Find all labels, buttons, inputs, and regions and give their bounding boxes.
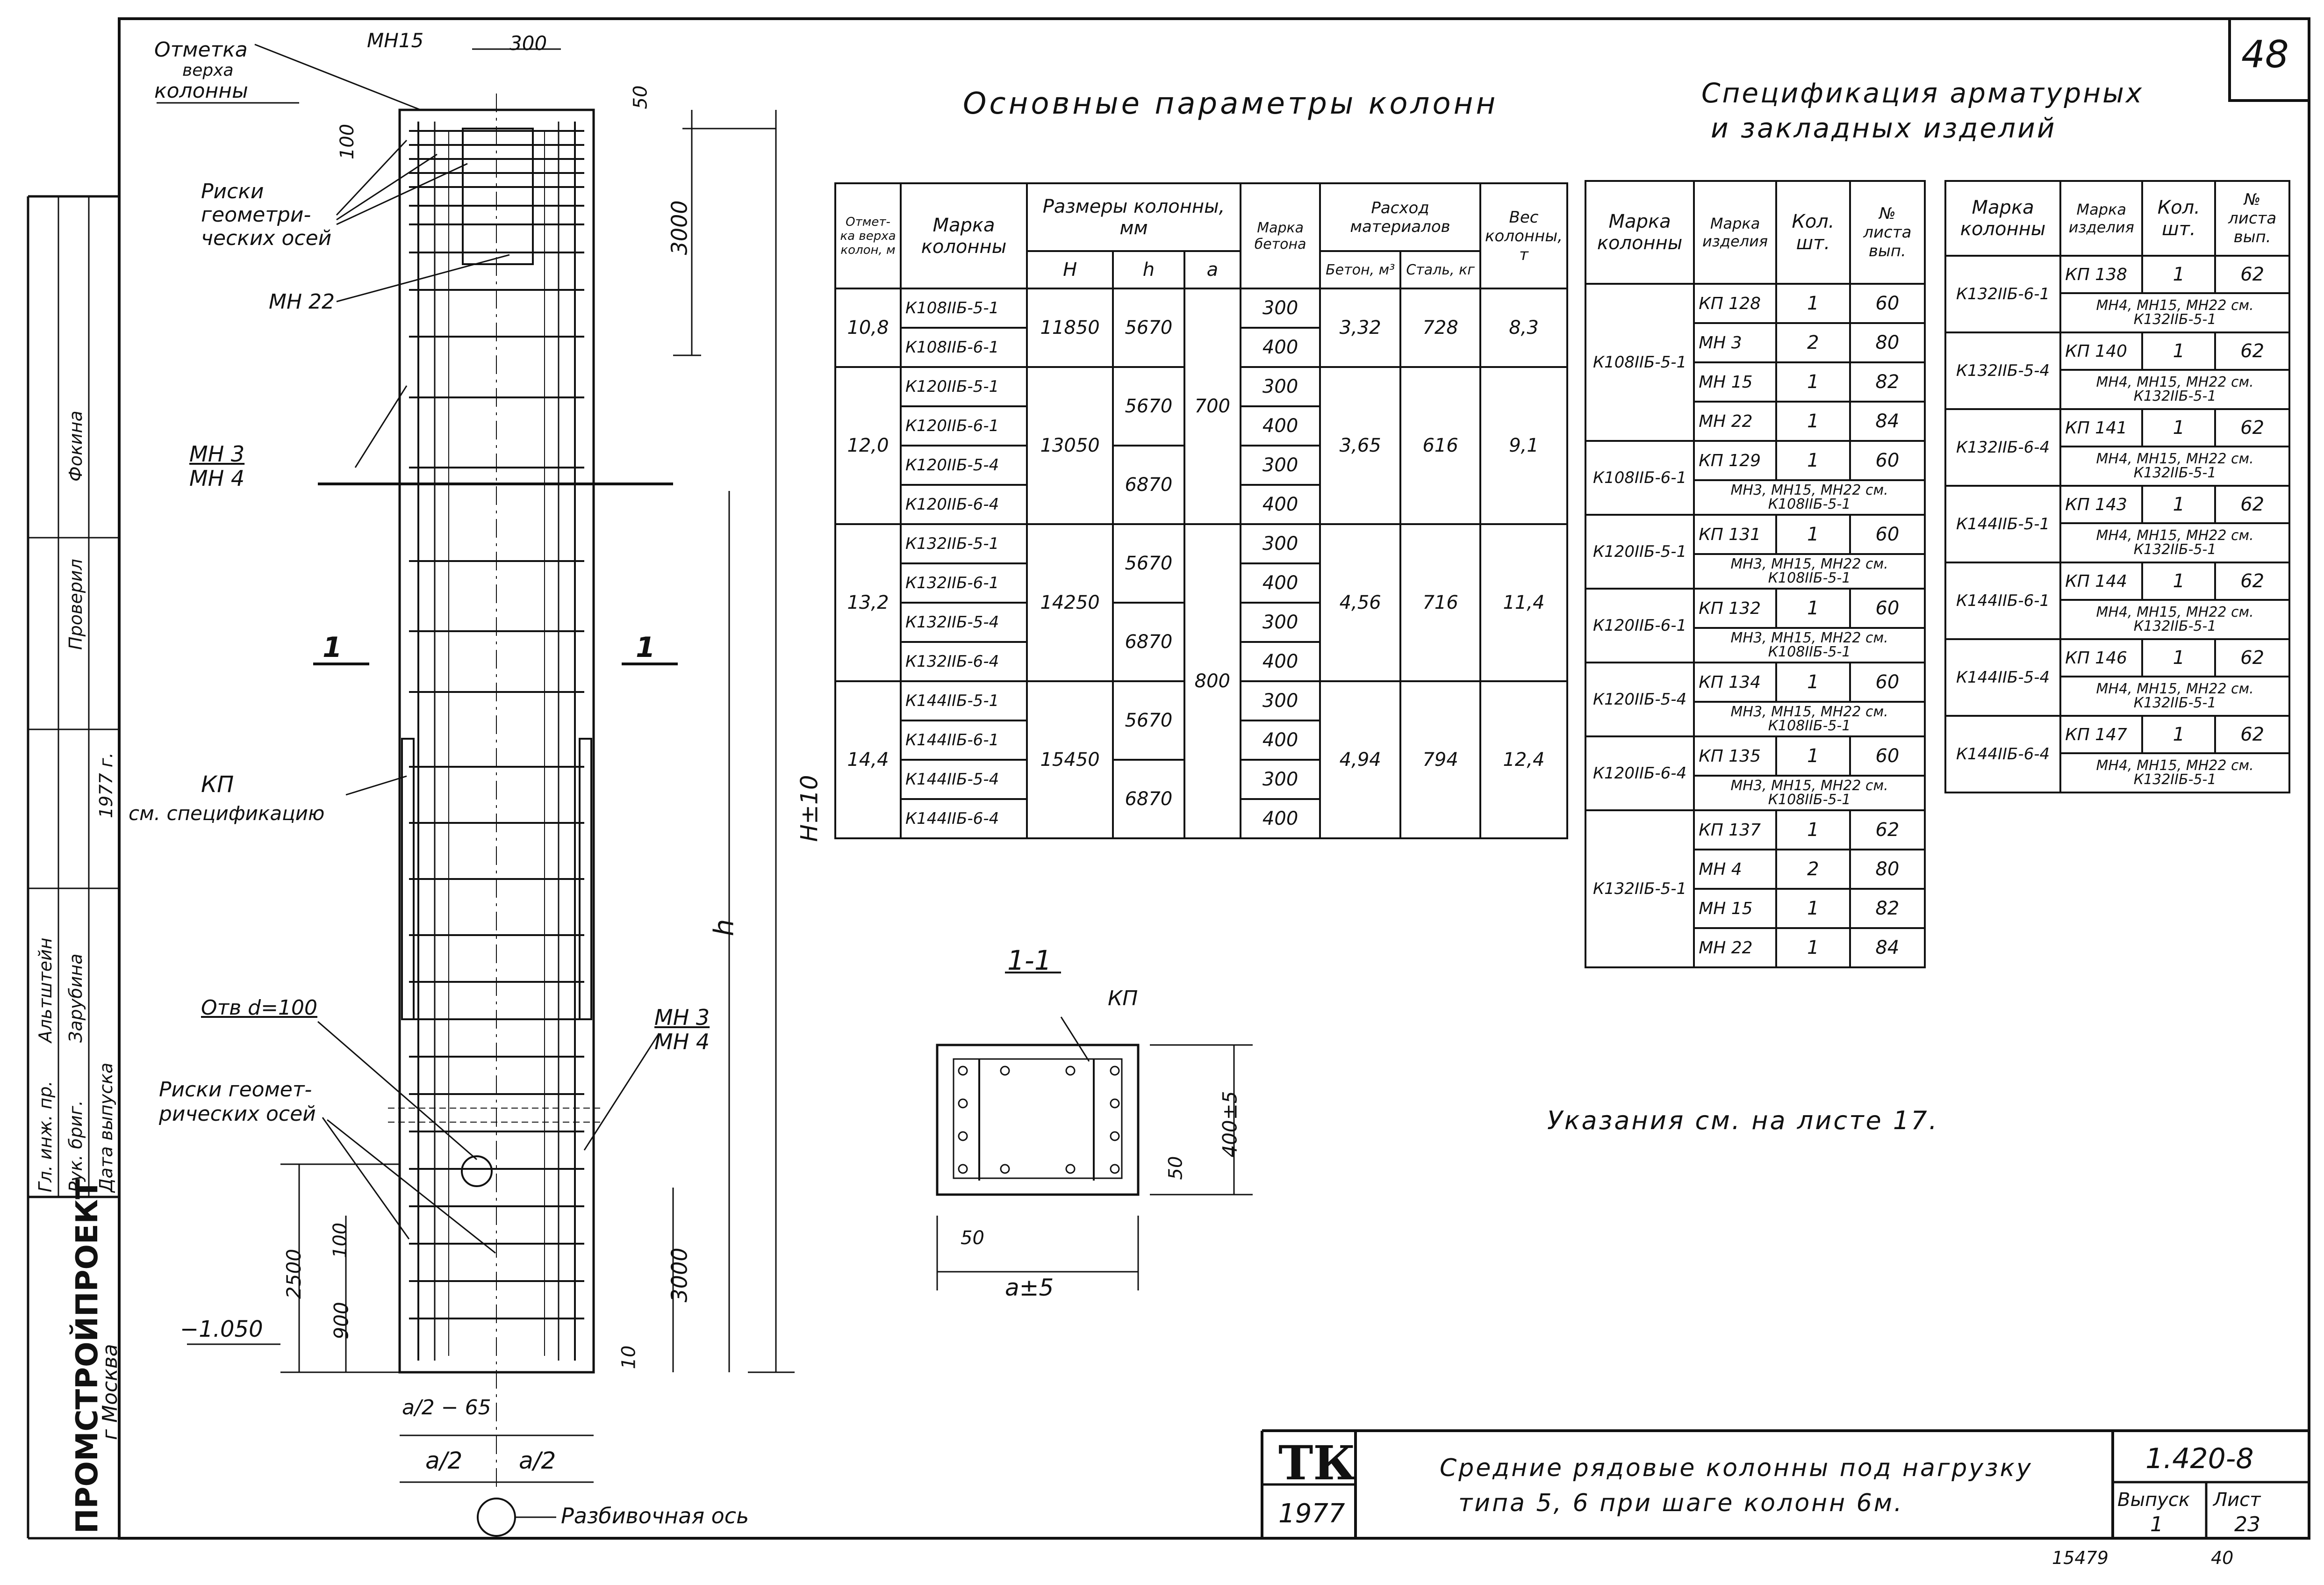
cell-marka: К120IIБ-6-1	[901, 406, 1027, 446]
cell-beton-mark: 300	[1241, 367, 1320, 406]
cell-note: МН3, МН15, МН22 см. К108IIБ-5-1	[1694, 480, 1925, 515]
footer-number-left: 15479	[2052, 1548, 2109, 1568]
cell-marka: К144IIБ-6-4	[901, 799, 1027, 838]
cell-ves: 8,3	[1480, 288, 1567, 367]
cell-list: 80	[1850, 850, 1925, 889]
cell-list: 62	[1850, 810, 1925, 850]
column-elevation	[318, 94, 673, 1536]
params-header-otmetka: Отмет-ка верха колон, м	[835, 183, 901, 288]
spec1-row	[1585, 515, 1925, 554]
cell-list: 84	[1850, 928, 1925, 967]
cell-list: 60	[1850, 736, 1925, 776]
title-year: 1977	[1278, 1499, 1345, 1529]
spec2-header-marka-kol: Марка колонны	[1945, 181, 2060, 256]
cell-kol: 1	[2142, 562, 2215, 600]
label-riski-bottom: Риски геомет- рических осей	[159, 1078, 316, 1126]
cell-note: МН4, МН15, МН22 см. К132IIБ-5-1	[2060, 370, 2289, 409]
spec2-header-marka-izd: Марка изделия	[2060, 181, 2142, 256]
cell-kol: 1	[2142, 409, 2215, 447]
cell-beton-mark: 300	[1241, 446, 1320, 485]
cell-marka: К120IIБ-5-4	[901, 446, 1027, 485]
cell-note: МН3, МН15, МН22 см. К108IIБ-5-1	[1694, 776, 1925, 810]
dimension-lines	[157, 44, 795, 1517]
cell-marka-kol: К108IIБ-5-1	[1585, 284, 1694, 441]
cell-marka-izd: КП 129	[1694, 441, 1776, 480]
cell-otmetka: 13,2	[835, 524, 901, 681]
label-otv: Отв d=100	[201, 996, 317, 1020]
cell-beton-mark: 300	[1241, 603, 1320, 642]
cell-marka-izd: МН 22	[1694, 928, 1776, 967]
cell-beton-mark: 400	[1241, 563, 1320, 603]
cell-a: 800	[1184, 524, 1241, 838]
spec2-row	[1945, 332, 2289, 370]
params-title: Основные параметры колонн	[963, 86, 1499, 121]
label-kp-see: см. спецификацию	[129, 802, 325, 825]
cell-marka-izd: КП 132	[1694, 589, 1776, 628]
spec2-row	[1945, 256, 2289, 293]
cell-kol: 1	[2142, 486, 2215, 523]
title-list-label: Лист	[2213, 1489, 2261, 1511]
stamp-row-6: 1977 г.	[96, 752, 116, 818]
cell-beton-mark: 300	[1241, 288, 1320, 328]
footer-number-right: 40	[2211, 1548, 2234, 1568]
cell-kol: 2	[1776, 850, 1850, 889]
cell-kol: 1	[1776, 663, 1850, 702]
params-header-stal: Сталь, кг	[1400, 251, 1480, 288]
cell-h: 5670	[1113, 288, 1184, 367]
label-mn3-mn4: МН 3 МН 4	[189, 441, 245, 491]
cell-note: МН4, МН15, МН22 см. К132IIБ-5-1	[2060, 293, 2289, 332]
cell-marka: К120IIБ-6-4	[901, 485, 1027, 524]
stamp-row-2: Рук. бриг.	[65, 1100, 86, 1192]
cell-marka-kol: К132IIБ-6-1	[1945, 256, 2060, 332]
cell-marka-izd: КП 138	[2060, 256, 2142, 293]
cell-marka-izd: КП 135	[1694, 736, 1776, 776]
spec1-header-marka-kol: Марка колонны	[1585, 181, 1694, 284]
cell-a: 700	[1184, 288, 1241, 524]
dim-300: 300	[509, 32, 547, 55]
label-mn3-mn4-right: МН 3 МН 4	[654, 1005, 710, 1054]
params-header-beton: Бетон, м³	[1320, 251, 1400, 288]
cell-note: МН3, МН15, МН22 см. К108IIБ-5-1	[1694, 628, 1925, 663]
cell-marka-izd: МН 15	[1694, 362, 1776, 402]
params-header-beton-mark: Марка бетона	[1241, 183, 1320, 288]
cell-h: 5670	[1113, 524, 1184, 603]
cell-list: 62	[2215, 639, 2289, 677]
spec-title-line1: Спецификация арматурных	[1701, 77, 2144, 109]
params-table	[834, 182, 1568, 839]
cell-kol: 2	[1776, 323, 1850, 362]
cell-marka: К132IIБ-5-4	[901, 603, 1027, 642]
spec1-header-marka-izd: Марка изделия	[1694, 181, 1776, 284]
cell-kol: 1	[1776, 928, 1850, 967]
params-row	[835, 524, 1567, 563]
cell-list: 82	[1850, 889, 1925, 928]
cell-marka: К132IIБ-6-1	[901, 563, 1027, 603]
cell-list: 80	[1850, 323, 1925, 362]
stamp-row-1: Гл. инж. пр.	[35, 1081, 56, 1192]
cell-stal: 616	[1400, 367, 1480, 524]
cell-marka-izd: КП 144	[2060, 562, 2142, 600]
title-line1: Средние рядовые колонны под нагрузку	[1440, 1454, 2033, 1482]
dim-a2-65: a/2 − 65	[402, 1396, 491, 1419]
params-header-marka: Марка колонны	[901, 183, 1027, 288]
dim-100b: 100	[330, 1222, 351, 1259]
cell-kol: 1	[2142, 639, 2215, 677]
label-riski-top: Риски геометри- ческих осей	[201, 180, 332, 250]
cell-marka-izd: КП 128	[1694, 284, 1776, 323]
label-otmetka: Отметка верха колонны	[154, 38, 248, 103]
cell-marka-kol: К144IIБ-6-4	[1945, 716, 2060, 792]
cell-marka-izd: КП 141	[2060, 409, 2142, 447]
cell-beton-mark: 400	[1241, 799, 1320, 838]
title-tk: ТК	[1278, 1435, 1356, 1491]
cell-marka-izd: МН 15	[1694, 889, 1776, 928]
dim-400-5: 400±5	[1218, 1091, 1241, 1158]
cell-marka-izd: МН 3	[1694, 323, 1776, 362]
dim-3000-top: 3000	[667, 200, 692, 255]
cell-note: МН4, МН15, МН22 см. К132IIБ-5-1	[2060, 677, 2289, 716]
dim-3000-bottom: 3000	[667, 1247, 692, 1303]
params-header-h: h	[1113, 251, 1184, 288]
cell-list: 60	[1850, 589, 1925, 628]
cell-note: МН4, МН15, МН22 см. К132IIБ-5-1	[2060, 447, 2289, 486]
cell-marka-kol: К144IIБ-6-1	[1945, 562, 2060, 639]
title-line2: типа 5, 6 при шаге колонн 6м.	[1458, 1489, 1904, 1517]
note-instructions: Указания см. на листе 17.	[1547, 1106, 1939, 1135]
spec1-row	[1585, 663, 1925, 702]
label-mn22: МН 22	[269, 290, 335, 314]
cell-marka-kol: К132IIБ-5-1	[1585, 810, 1694, 967]
params-header-a: a	[1184, 251, 1241, 288]
spec2-header-list: № листа вып.	[2215, 181, 2289, 256]
cell-list: 62	[2215, 256, 2289, 293]
cell-ves: 9,1	[1480, 367, 1567, 524]
cell-kol: 1	[2142, 332, 2215, 370]
cell-otmetka: 12,0	[835, 367, 901, 524]
spec2-row	[1945, 486, 2289, 523]
spec-title-line2: и закладных изделий	[1711, 112, 2057, 144]
spec2-header-kol: Кол. шт.	[2142, 181, 2215, 256]
cell-stal: 716	[1400, 524, 1480, 681]
cell-H: 14250	[1027, 524, 1113, 681]
cell-stal: 794	[1400, 681, 1480, 838]
title-vypusk: 1	[2150, 1513, 2163, 1536]
cell-H: 13050	[1027, 367, 1113, 524]
stamp-row-7: Проверил	[65, 559, 86, 650]
cell-list: 62	[2215, 486, 2289, 523]
title-list: 23	[2234, 1513, 2260, 1536]
params-header-sizes: Размеры колонны, мм	[1027, 183, 1241, 251]
cell-h: 6870	[1113, 446, 1184, 524]
stamp-row-5: Зарубина	[65, 953, 86, 1043]
cell-kol: 1	[1776, 589, 1850, 628]
params-row	[835, 288, 1567, 328]
stamp-row-4: Альтштейн	[35, 937, 56, 1043]
cell-h: 6870	[1113, 760, 1184, 838]
params-header-rashod: Расход материалов	[1320, 183, 1480, 251]
cell-h: 5670	[1113, 681, 1184, 760]
dim-50-sec: 50	[1165, 1156, 1187, 1180]
dim-a-half-right: a/2	[519, 1447, 556, 1474]
cell-marka-kol: К108IIБ-6-1	[1585, 441, 1694, 515]
spec1-row	[1585, 810, 1925, 850]
section-1-1	[937, 973, 1253, 1290]
cell-beton-mark: 300	[1241, 681, 1320, 720]
cell-H: 15450	[1027, 681, 1113, 838]
cell-stal: 728	[1400, 288, 1480, 367]
cell-marka-kol: К120IIБ-6-1	[1585, 589, 1694, 663]
dim-10: 10	[618, 1345, 640, 1369]
stamp-org: ПРОМСТРОЙПРОЕКТ	[70, 1179, 105, 1534]
cell-kol: 1	[1776, 810, 1850, 850]
cell-beton-mark: 400	[1241, 642, 1320, 681]
spec1-row	[1585, 736, 1925, 776]
label-elevation: −1.050	[180, 1316, 263, 1342]
cell-marka-izd: КП 146	[2060, 639, 2142, 677]
spec1-header-kol: Кол. шт.	[1776, 181, 1850, 284]
section-kp: КП	[1108, 987, 1138, 1010]
dim-h: h	[708, 919, 740, 937]
cell-beton-mark: 300	[1241, 524, 1320, 563]
dim-a5: a±5	[1005, 1274, 1054, 1301]
cell-list: 62	[2215, 562, 2289, 600]
cell-marka-izd: МН 4	[1694, 850, 1776, 889]
dim-100: 100	[337, 123, 359, 160]
cell-marka-izd: КП 134	[1694, 663, 1776, 702]
cell-list: 60	[1850, 441, 1925, 480]
spec1-header-list: № листа вып.	[1850, 181, 1925, 284]
dim-a-half-left: a/2	[425, 1447, 463, 1474]
cell-beton: 4,94	[1320, 681, 1400, 838]
cell-note: МН4, МН15, МН22 см. К132IIБ-5-1	[2060, 523, 2289, 562]
cell-marka-izd: КП 137	[1694, 810, 1776, 850]
cell-beton: 3,65	[1320, 367, 1400, 524]
cell-kol: 1	[1776, 284, 1850, 323]
cell-list: 82	[1850, 362, 1925, 402]
spec-table-1	[1585, 180, 1926, 968]
stamp-city: г Москва	[98, 1344, 122, 1440]
cell-marka-izd: КП 131	[1694, 515, 1776, 554]
title-code: 1.420-8	[2145, 1442, 2254, 1475]
cell-marka: К132IIБ-5-1	[901, 524, 1027, 563]
dim-H: Н±10	[796, 775, 823, 842]
params-header-ves: Вес колонны, т	[1480, 183, 1567, 288]
cell-otmetka: 14,4	[835, 681, 901, 838]
cell-marka: К108IIБ-6-1	[901, 328, 1027, 367]
dim-900: 900	[330, 1302, 353, 1340]
dim-50-sec2: 50	[961, 1227, 984, 1249]
cell-kol: 1	[2142, 256, 2215, 293]
cell-marka-izd: КП 140	[2060, 332, 2142, 370]
cell-marka-izd: КП 147	[2060, 716, 2142, 753]
cell-note: МН4, МН15, МН22 см. К132IIБ-5-1	[2060, 753, 2289, 792]
cell-marka: К144IIБ-5-4	[901, 760, 1027, 799]
section-mark-left: 1	[323, 631, 342, 664]
cell-list: 84	[1850, 402, 1925, 441]
cell-marka-izd: МН 22	[1694, 402, 1776, 441]
cell-marka-kol: К120IIБ-5-1	[1585, 515, 1694, 589]
cell-beton: 3,32	[1320, 288, 1400, 367]
cell-marka-izd: КП 143	[2060, 486, 2142, 523]
spec-table-2	[1944, 180, 2290, 793]
cell-note: МН4, МН15, МН22 см. К132IIБ-5-1	[2060, 600, 2289, 639]
cell-ves: 11,4	[1480, 524, 1567, 681]
spec2-row	[1945, 716, 2289, 753]
section-mark-right: 1	[636, 631, 655, 664]
cell-note: МН3, МН15, МН22 см. К108IIБ-5-1	[1694, 702, 1925, 736]
spec2-row	[1945, 562, 2289, 600]
cell-marka-kol: К120IIБ-5-4	[1585, 663, 1694, 736]
cell-marka: К132IIБ-6-4	[901, 642, 1027, 681]
section-title: 1-1	[1007, 944, 1052, 976]
cell-marka: К108IIБ-5-1	[901, 288, 1027, 328]
cell-list: 62	[2215, 716, 2289, 753]
cell-beton-mark: 300	[1241, 760, 1320, 799]
cell-list: 60	[1850, 515, 1925, 554]
cell-beton-mark: 400	[1241, 485, 1320, 524]
stamp-row-8: Фокина	[65, 411, 86, 482]
spec1-row	[1585, 441, 1925, 480]
cell-kol: 1	[1776, 362, 1850, 402]
cell-marka-kol: К144IIБ-5-1	[1945, 486, 2060, 562]
label-kp: КП	[201, 771, 234, 798]
cell-h: 6870	[1113, 603, 1184, 681]
cell-marka-kol: К132IIБ-5-4	[1945, 332, 2060, 409]
cell-marka-kol: К120IIБ-6-4	[1585, 736, 1694, 810]
label-mn15: МН15	[367, 29, 424, 52]
spec2-row	[1945, 409, 2289, 447]
cell-kol: 1	[1776, 736, 1850, 776]
cell-list: 62	[2215, 409, 2289, 447]
cell-otmetka: 10,8	[835, 288, 901, 367]
spec1-row	[1585, 589, 1925, 628]
cell-kol: 1	[1776, 441, 1850, 480]
cell-marka-kol: К144IIБ-5-4	[1945, 639, 2060, 716]
cell-beton-mark: 400	[1241, 406, 1320, 446]
cell-marka-kol: К132IIБ-6-4	[1945, 409, 2060, 486]
cell-marka: К144IIБ-6-1	[901, 720, 1027, 760]
label-axis: Разбивочная ось	[561, 1503, 749, 1528]
spec1-row	[1585, 284, 1925, 323]
cell-kol: 1	[1776, 889, 1850, 928]
cell-h: 5670	[1113, 367, 1184, 446]
dim-50: 50	[630, 85, 652, 109]
cell-marka: К144IIБ-5-1	[901, 681, 1027, 720]
cell-beton-mark: 400	[1241, 328, 1320, 367]
spec2-row	[1945, 639, 2289, 677]
title-vypusk-label: Выпуск	[2117, 1489, 2190, 1511]
params-header-H: Н	[1027, 251, 1113, 288]
sheet-number: 48	[2241, 33, 2289, 76]
cell-note: МН3, МН15, МН22 см. К108IIБ-5-1	[1694, 554, 1925, 589]
cell-beton: 4,56	[1320, 524, 1400, 681]
cell-kol: 1	[1776, 402, 1850, 441]
cell-list: 62	[2215, 332, 2289, 370]
cell-beton-mark: 400	[1241, 720, 1320, 760]
cell-marka: К120IIБ-5-1	[901, 367, 1027, 406]
cell-list: 60	[1850, 663, 1925, 702]
cell-kol: 1	[1776, 515, 1850, 554]
stamp-row-3: Дата выпуска	[96, 1062, 116, 1192]
cell-list: 60	[1850, 284, 1925, 323]
cell-kol: 1	[2142, 716, 2215, 753]
cell-ves: 12,4	[1480, 681, 1567, 838]
cell-H: 11850	[1027, 288, 1113, 367]
dim-2500: 2500	[282, 1249, 305, 1299]
